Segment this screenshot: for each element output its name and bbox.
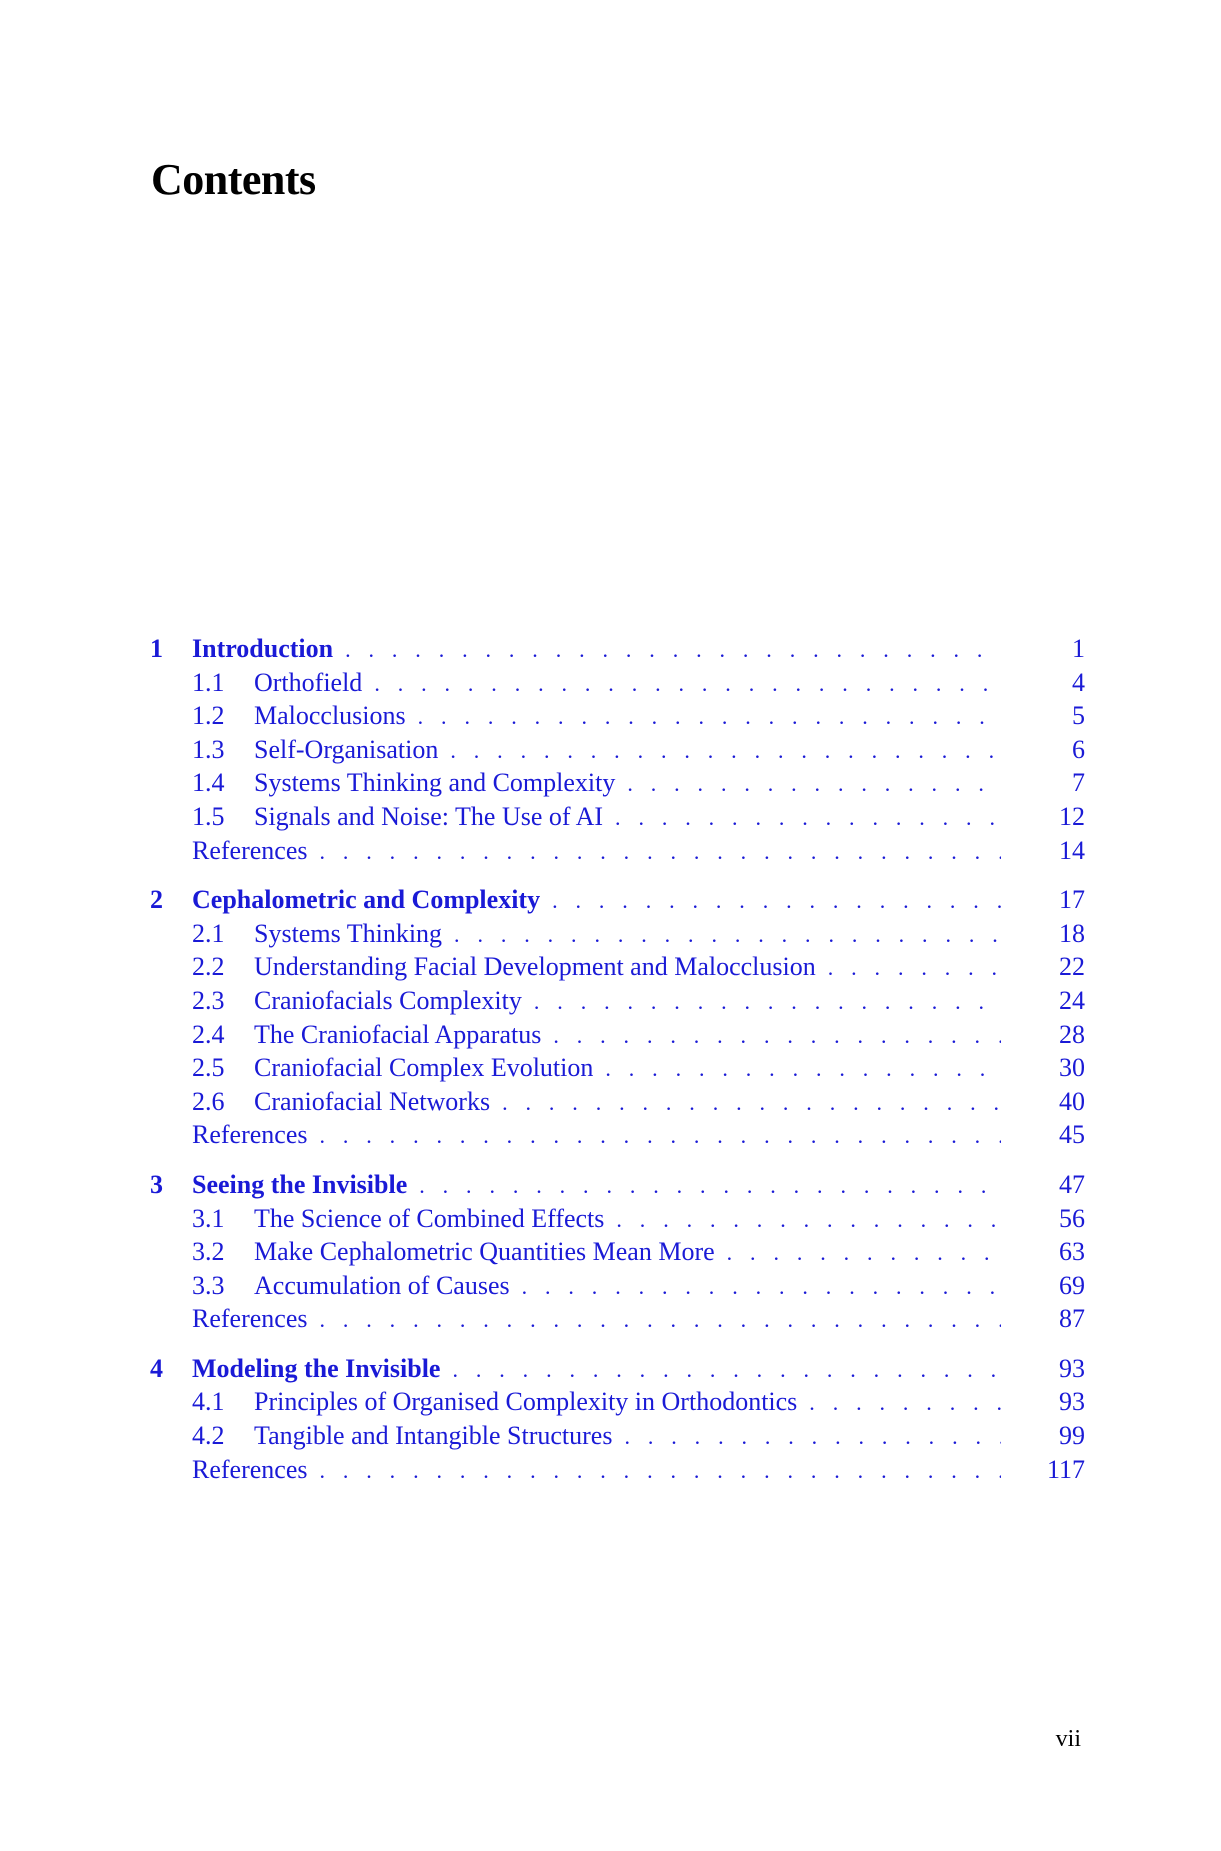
section-page[interactable]: 22: [1059, 952, 1085, 982]
references-page[interactable]: 14: [1059, 835, 1085, 865]
section-number: 2.6: [192, 1086, 225, 1116]
section-title[interactable]: Malocclusions: [254, 701, 406, 731]
toc-chapter: [150, 1170, 1085, 1338]
section-page[interactable]: 7: [1072, 768, 1085, 798]
toc-section-entry[interactable]: [150, 986, 1085, 1020]
dot-leader: [454, 922, 1001, 948]
section-number: 3.2: [192, 1237, 225, 1267]
dot-leader: [319, 1458, 1001, 1484]
chapter-page[interactable]: 1: [1072, 634, 1085, 663]
section-title[interactable]: The Craniofacial Apparatus: [254, 1019, 542, 1049]
table-of-contents: [150, 634, 1085, 1504]
section-page[interactable]: 99: [1059, 1421, 1085, 1451]
toc-chapter: [150, 634, 1085, 869]
toc-chapter-entry[interactable]: [150, 1170, 1085, 1204]
section-page[interactable]: 6: [1072, 734, 1085, 764]
chapter-number: 3: [150, 1169, 163, 1199]
dot-leader: [522, 1274, 1001, 1300]
dot-leader: [615, 805, 1001, 831]
chapter-number: 2: [150, 885, 163, 915]
chapter-number: 4: [150, 1353, 163, 1383]
section-title[interactable]: Make Cephalometric Quantities Mean More: [254, 1237, 715, 1267]
toc-section-entry[interactable]: [150, 768, 1085, 802]
toc-section-entry[interactable]: [150, 1271, 1085, 1305]
dot-leader: [727, 1240, 1001, 1266]
chapter-page[interactable]: 93: [1059, 1353, 1085, 1383]
references-page[interactable]: 87: [1059, 1304, 1085, 1334]
section-page[interactable]: 93: [1059, 1387, 1085, 1417]
toc-section-entry[interactable]: [150, 919, 1085, 953]
section-number: 2.1: [192, 918, 225, 948]
toc-chapter: [150, 1354, 1085, 1488]
dot-leader: [828, 955, 1001, 981]
dot-leader: [452, 1357, 1001, 1383]
toc-section-entry[interactable]: [150, 1204, 1085, 1238]
section-number: 1.2: [192, 701, 225, 731]
dot-leader: [502, 1090, 1001, 1116]
references-label[interactable]: References: [192, 835, 308, 865]
dot-leader: [319, 1123, 1001, 1149]
dot-leader: [345, 637, 1001, 663]
section-title[interactable]: Signals and Noise: The Use of AI: [254, 801, 604, 831]
section-number: 1.3: [192, 734, 225, 764]
toc-chapter-entry[interactable]: [150, 1354, 1085, 1388]
section-title[interactable]: Principles of Organised Complexity in Orthodontics: [254, 1387, 798, 1417]
section-title[interactable]: Craniofacial Networks: [254, 1086, 491, 1116]
toc-section-entry[interactable]: [150, 1053, 1085, 1087]
section-number: 3.1: [192, 1203, 225, 1233]
section-page[interactable]: 28: [1059, 1019, 1085, 1049]
toc-chapter-entry[interactable]: [150, 885, 1085, 919]
section-title[interactable]: Systems Thinking and Complexity: [254, 768, 616, 798]
page-title: Contents: [151, 155, 316, 204]
dot-leader: [374, 671, 1001, 697]
section-page[interactable]: 5: [1072, 701, 1085, 731]
toc-chapter: [150, 885, 1085, 1154]
references-label[interactable]: References: [192, 1454, 308, 1484]
dot-leader: [553, 1023, 1001, 1049]
dot-leader: [418, 704, 1001, 730]
section-title[interactable]: Orthofield: [254, 667, 363, 697]
section-number: 4.1: [192, 1387, 225, 1417]
references-page[interactable]: 117: [1046, 1454, 1085, 1484]
section-number: 2.3: [192, 985, 225, 1015]
section-number: 1.4: [192, 768, 225, 798]
chapter-page[interactable]: 17: [1059, 885, 1085, 915]
toc-section-entry[interactable]: [150, 1237, 1085, 1271]
dot-leader: [809, 1390, 1001, 1416]
toc-section-entry[interactable]: [150, 668, 1085, 702]
section-title[interactable]: Understanding Facial Development and Malocclusion: [254, 952, 816, 982]
toc-section-entry[interactable]: [150, 1087, 1085, 1121]
dot-leader: [319, 1307, 1001, 1333]
toc-section-entry[interactable]: [150, 952, 1085, 986]
page-number: vii: [1055, 1726, 1081, 1752]
dot-leader: [616, 1207, 1001, 1233]
dot-leader: [627, 771, 1001, 797]
section-title[interactable]: Craniofacials Complexity: [254, 985, 522, 1015]
dot-leader: [319, 839, 1001, 865]
dot-leader: [605, 1056, 1001, 1082]
toc-references-entry[interactable]: [150, 836, 1085, 870]
toc-section-entry[interactable]: [150, 802, 1085, 836]
section-page[interactable]: 56: [1059, 1203, 1085, 1233]
section-title[interactable]: Systems Thinking: [254, 918, 443, 948]
section-page[interactable]: 18: [1059, 918, 1085, 948]
toc-section-entry[interactable]: [150, 701, 1085, 735]
toc-section-entry[interactable]: [150, 1020, 1085, 1054]
toc-section-entry[interactable]: [150, 1387, 1085, 1421]
section-number: 2.5: [192, 1053, 225, 1083]
section-page[interactable]: 24: [1059, 985, 1085, 1015]
section-page[interactable]: 63: [1059, 1237, 1085, 1267]
references-label[interactable]: References: [192, 1304, 308, 1334]
toc-references-entry[interactable]: [150, 1120, 1085, 1154]
toc-section-entry[interactable]: [150, 1421, 1085, 1455]
chapter-title[interactable]: Seeing the Invisible: [192, 1169, 408, 1199]
section-page[interactable]: 4: [1072, 667, 1085, 697]
section-title[interactable]: Self-Organisation: [254, 734, 439, 764]
section-number: 3.3: [192, 1270, 225, 1300]
chapter-title[interactable]: Introduction: [192, 634, 334, 663]
references-label[interactable]: References: [192, 1120, 308, 1150]
chapter-number: 1: [150, 634, 163, 663]
toc-references-entry[interactable]: [150, 1304, 1085, 1338]
dot-leader: [419, 1173, 1001, 1199]
section-page[interactable]: 12: [1059, 801, 1085, 831]
chapter-title[interactable]: Cephalometric and Complexity: [192, 885, 541, 915]
dot-leader: [624, 1424, 1001, 1450]
toc-references-entry[interactable]: [150, 1455, 1085, 1489]
section-page[interactable]: 30: [1059, 1053, 1085, 1083]
section-number: 1.5: [192, 801, 225, 831]
section-number: 1.1: [192, 667, 225, 697]
section-title[interactable]: Accumulation of Causes: [254, 1270, 510, 1300]
dot-leader: [552, 888, 1001, 914]
section-number: 2.4: [192, 1019, 225, 1049]
references-page[interactable]: 45: [1059, 1120, 1085, 1150]
chapter-page[interactable]: 47: [1059, 1169, 1085, 1199]
dot-leader: [450, 738, 1001, 764]
section-page[interactable]: 69: [1059, 1270, 1085, 1300]
dot-leader: [534, 989, 1001, 1015]
toc-chapter-entry[interactable]: [150, 634, 1085, 668]
section-number: 4.2: [192, 1421, 225, 1451]
section-number: 2.2: [192, 952, 225, 982]
chapter-title[interactable]: Modeling the Invisible: [192, 1353, 441, 1383]
toc-section-entry[interactable]: [150, 735, 1085, 769]
section-title[interactable]: The Science of Combined Effects: [254, 1203, 605, 1233]
section-page[interactable]: 40: [1059, 1086, 1085, 1116]
section-title[interactable]: Craniofacial Complex Evolution: [254, 1053, 594, 1083]
section-title[interactable]: Tangible and Intangible Structures: [254, 1421, 613, 1451]
